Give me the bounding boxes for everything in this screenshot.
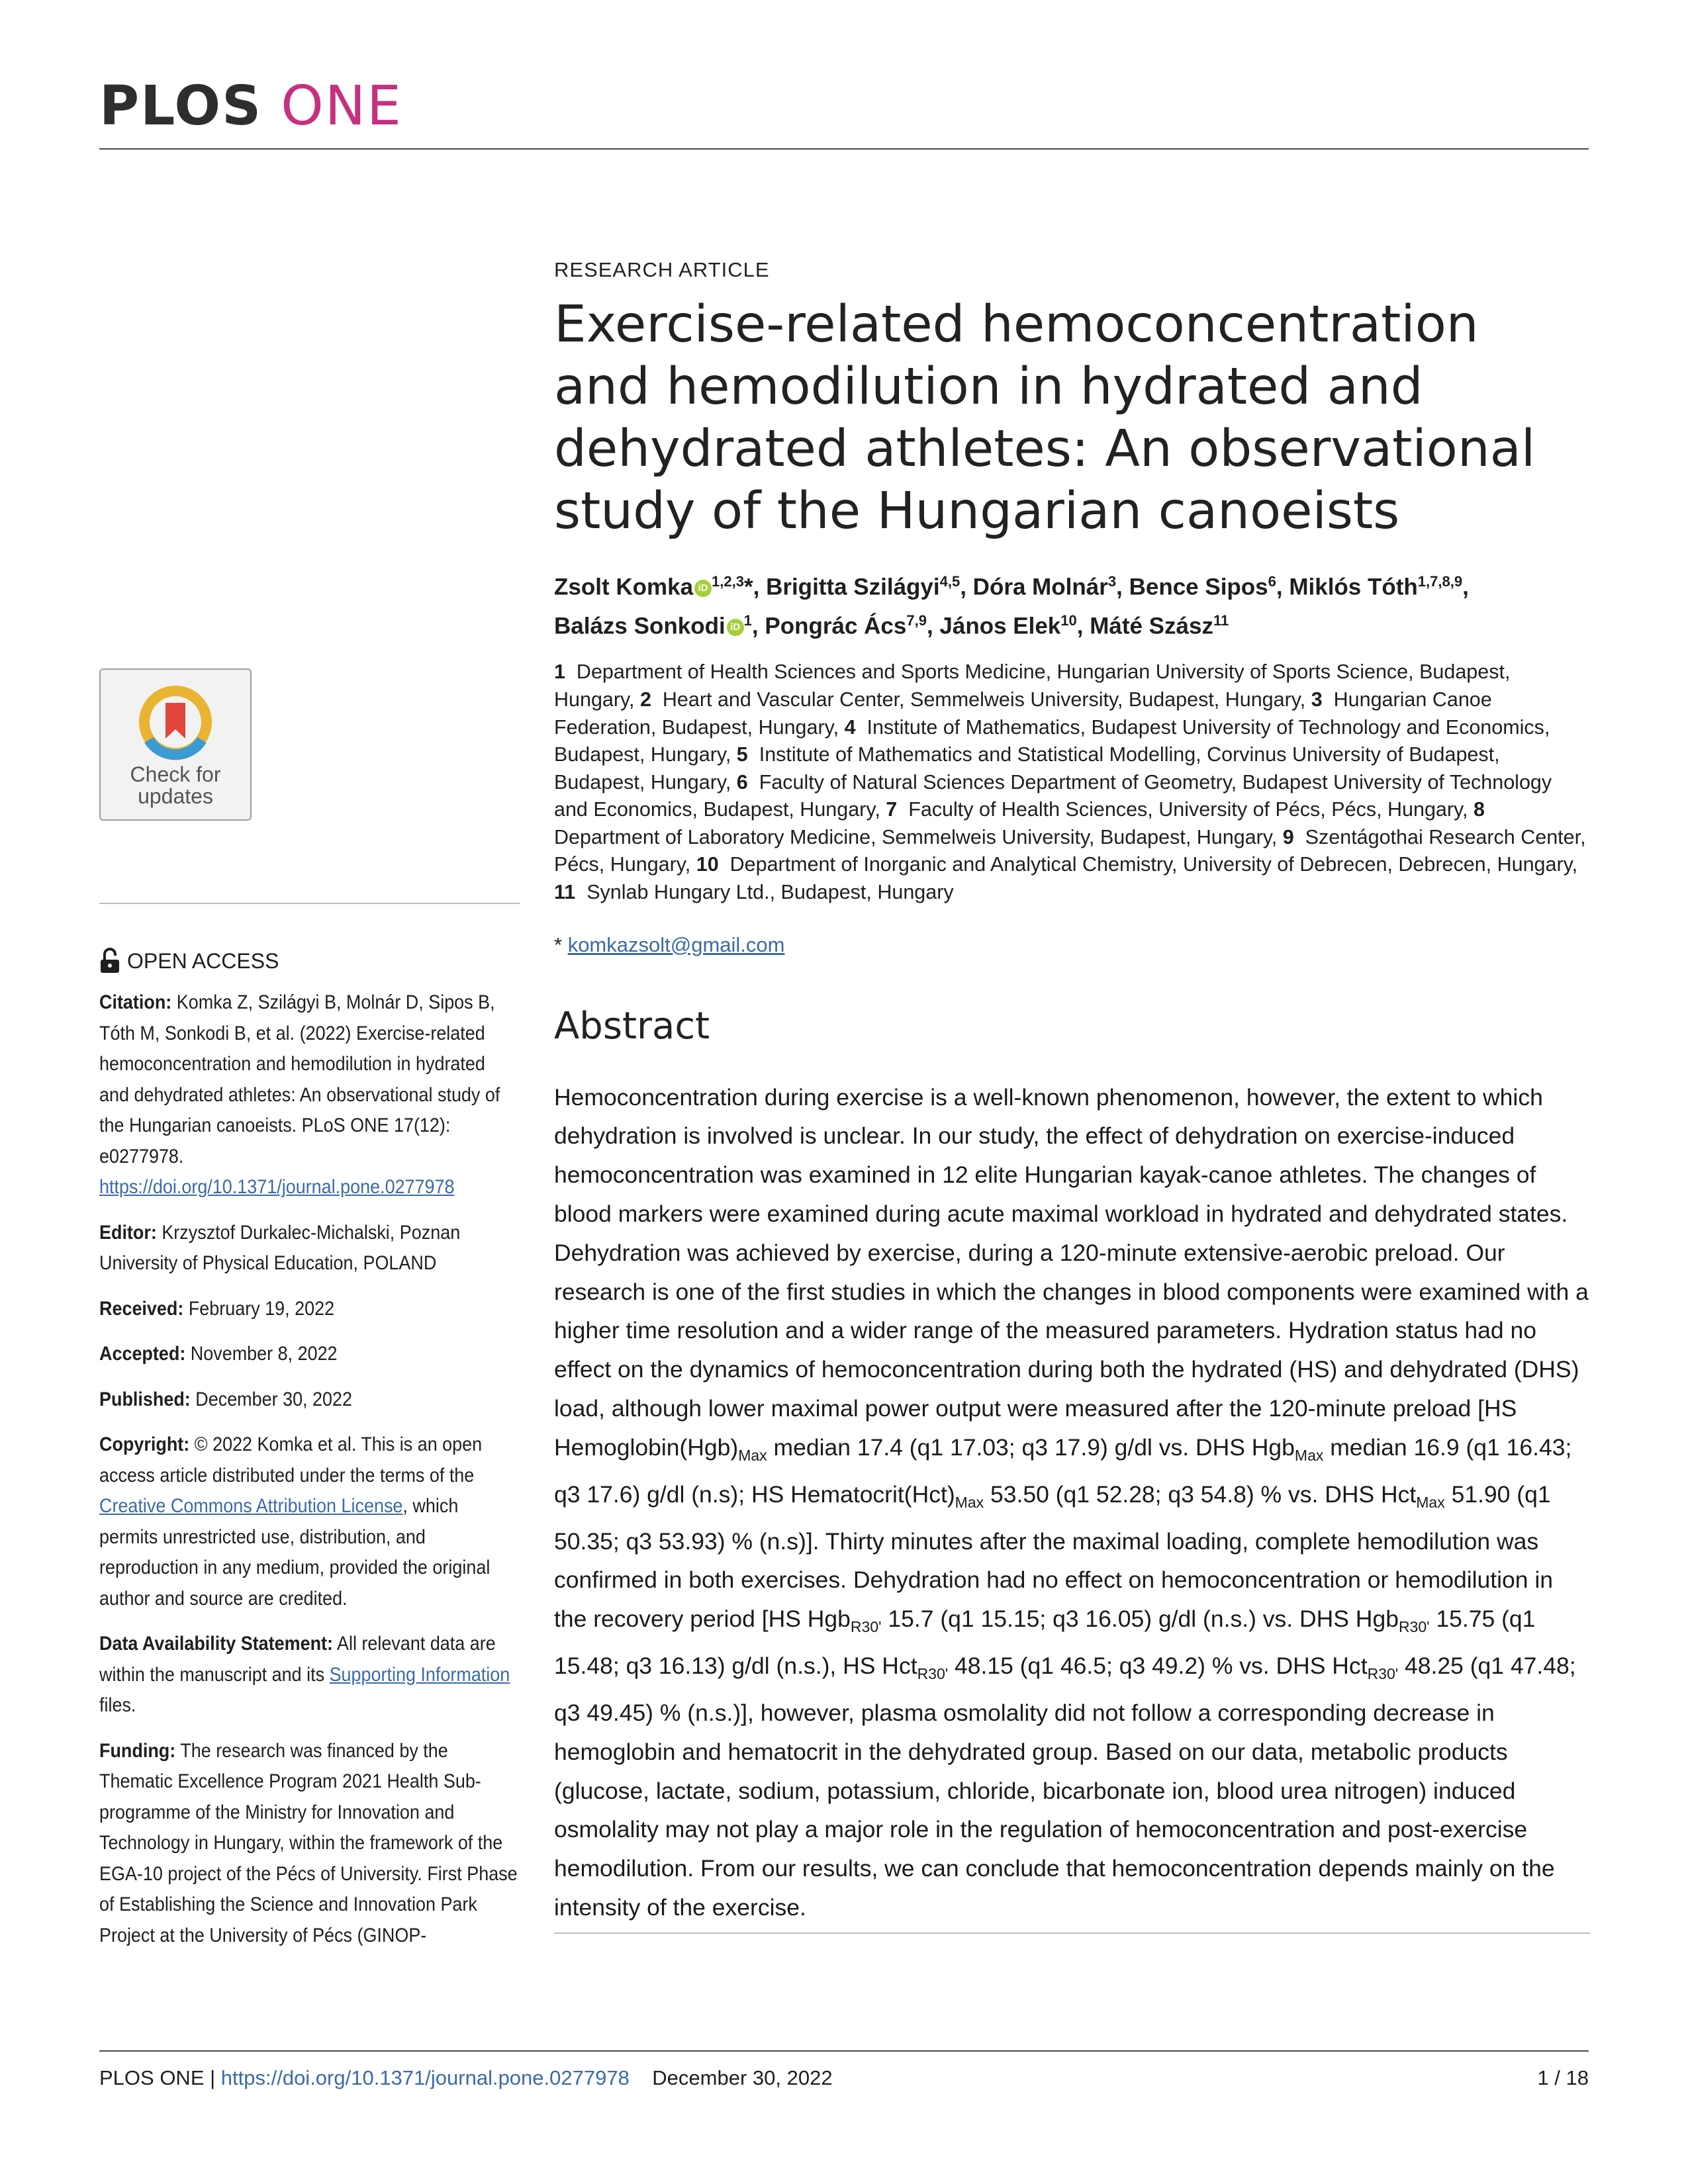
corresponding-author-mark: *: [743, 574, 753, 600]
author-name: Máté Szász: [1090, 613, 1213, 639]
abstract-subscript: R30': [1367, 1665, 1399, 1683]
author-name: Brigitta Szilágyi: [766, 574, 940, 600]
author-affiliation-ref: 7,9: [906, 612, 927, 629]
check-for-updates-line1: Check for: [130, 762, 221, 786]
affiliation-number: 5: [736, 743, 748, 766]
author-name: Miklós Tóth: [1289, 574, 1418, 600]
abstract-heading: Abstract: [554, 1004, 710, 1048]
affiliation-text: Institute of Mathematics, Budapest University of Technology and Economics, Budapest, Hungary,: [554, 715, 1550, 766]
journal-logo-one: ONE: [281, 75, 402, 138]
corresponding-email-link[interactable]: komkazsolt@gmail.com: [567, 933, 785, 956]
author-name: Pongrác Ács: [765, 613, 907, 639]
citation-text: Komka Z, Szilágyi B, Molnár D, Sipos B, Tóth M, Sonkodi B, et al. (2022) Exercise-related hemoconcentration and hemodilution in hydrated and dehydrated athletes: An observational study of the Hungarian canoeists. PLoS ONE 17(12): e0277978.: [99, 991, 500, 1167]
received-date: February 19, 2022: [183, 1297, 335, 1320]
abstract-text: Hemoconcentration during exercise is a well-known phenomenon, however, the extent to which dehydration is involved is unclear. In our study, the effect of dehydration on exercise-induced hemoconcentration was examined in 12 elite Hungarian kayak-canoe athletes. The changes of blood markers were examined during acute maximal workload in hydrated and dehydrated states. Dehydration was achieved by exercise, during a 120-minute extensive-aerobic preload. Our research is one of the first studies in which the changes in blood components were examined with a higher time resolution and a wider range of the measured parameters. Hydration status had no effect on the dynamics of hemoconcentration during both the hydrated (HS) and dehydrated (DHS) load, although lower maximal power output were measured after the 120-minute preload [HS $Hemoglobin(Hgb)_{Max}$ median 17.4 (q1 17.03; q3 17.9) g/dl vs. DHS Hgb$_{Max}$ median 16.9 (q1 16.43; q3 17.6) g/dl (n.s); HS $Hematocrit(Hct)_{Max}$ 53.50 (q1 52.28; q3 54.8) % vs. DHS Hct$_{Max}$ 51.90 (q1 50.35; q3 53.93) % (n.s)]. Thirty minutes after the maximal loading, complete hemodilution was confirmed in both exercises. Dehydration had no effect on hemoconcentration or hemodilution in the recovery period [HS Hgb$_{R30'}$ 15.7 (q1 15.15; q3 16.05) g/dl (n.s.) vs. DHS Hgb$_{R30'}$ 15.75 (q1 15.48; q3 16.13) g/dl (n.s.), HS Hct$_{R30'}$ 48.15 (q1 46.5; q3 49.2) % vs. DHS Hct$_{R30'}$ 48.25 (q1 47.48; q3 49.45) % (n.s.)], however, plasma osmolality did not follow a corresponding decrease in hemoglobin and hematocrit in the dehydrated group. Based on our data, metabolic products (glucose, lactate, sodium, potassium, chloride, bicarbonate ion, blood urea nitrogen) induced osmolality may not play a major role in the regulation of hemoconcentration and post-exercise hemodilution. From our results, we can conclude that hemoconcentration depends mainly on the intensity of the exercise.: [554, 1083, 1589, 1921]
article-info-sidebar: [99, 948, 520, 1966]
affiliation-text: Synlab Hungary Ltd., Budapest, Hungary: [586, 881, 954, 904]
accepted-label: Accepted:: [99, 1343, 186, 1365]
author-name: Bence Sipos: [1129, 574, 1268, 600]
abstract-subscript: Max: [738, 1446, 767, 1464]
page-number: 1 / 18: [1537, 2066, 1589, 2089]
author-affiliation-ref: 1: [743, 612, 752, 629]
affiliation-text: Department of Health Sciences and Sports Medicine, Hungarian University of Sports Science, Budapest, Hungary,: [554, 660, 1511, 711]
sidebar-divider: [99, 903, 520, 904]
check-for-updates-label: [101, 764, 250, 807]
author-affiliation-ref: 6: [1268, 573, 1276, 590]
author-name: Dóra Molnár: [972, 574, 1108, 600]
author-name: Zsolt Komka: [554, 574, 694, 600]
accepted-block: [99, 1339, 520, 1370]
published-label: Published:: [99, 1388, 191, 1410]
accepted-date: November 8, 2022: [185, 1343, 338, 1365]
citation-doi-link[interactable]: https://doi.org/10.1371/journal.pone.0277978: [99, 1176, 455, 1198]
funding-text: The research was financed by the Thematic Excellence Program 2021 Health Sub-programme of the Ministry for Innovation and Technology in Hungary, within the framework of the EGA-10 project of the Pécs of University. First Phase of Establishing the Science and Innovation Park Project at the University of Pécs (GINOP-: [99, 1739, 518, 1946]
copyright-block: [99, 1430, 520, 1614]
corresponding-author: [554, 933, 1590, 957]
author-list: Zsolt Komka iD $^{1,2,3}$*, Brigitta Szilágyi$^{4,5}$, Dóra Molnár$^3$, Bence Sipos$^6$, Miklós Tóth$^{1,7,8,9}$, Balázs Sonkodi iD $^1$, Pongrác Ács$^{7,9}$, János Elek$^{10}$, Máté Szász$^{11}$: [554, 573, 1469, 639]
affiliation-number: 8: [1473, 798, 1485, 821]
open-access-text: OPEN ACCESS: [127, 948, 279, 973]
author-affiliation-ref: 10: [1060, 612, 1077, 629]
license-link[interactable]: Creative Commons Attribution License: [99, 1495, 403, 1517]
abstract-subscript: Max: [955, 1493, 984, 1511]
footer-doi-link[interactable]: https://doi.org/10.1371/journal.pone.0277978: [220, 2066, 630, 2089]
affiliation-number: 10: [696, 853, 719, 876]
journal-logo-plos: PLOS: [99, 75, 263, 138]
citation-label: Citation:: [99, 991, 172, 1013]
abstract-subscript: R30': [1398, 1618, 1430, 1636]
affiliation-text: Department of Laboratory Medicine, Semmelweis University, Budapest, Hungary,: [554, 825, 1283, 848]
affiliation-list: [554, 659, 1590, 906]
author-affiliation-ref: 3: [1107, 573, 1117, 590]
author-name: János Elek: [939, 613, 1061, 639]
data-availability-text-start: All relevant data are within the manuscript and its: [99, 1633, 496, 1686]
orcid-icon[interactable]: iD: [694, 580, 712, 597]
supporting-information-link[interactable]: Supporting Information: [329, 1663, 510, 1686]
copyright-text-start: © 2022 Komka et al. This is an open access article distributed under the terms of the: [99, 1433, 483, 1486]
affiliation-text: Hungarian Canoe Federation, Budapest, Hungary,: [554, 688, 1492, 739]
footer-journal: PLOS ONE |: [99, 2066, 221, 2089]
abstract-subscript: R30': [917, 1665, 949, 1683]
footer-date: December 30, 2022: [652, 2066, 833, 2089]
author-affiliation-ref: 1,2,3: [712, 573, 744, 590]
footer-divider: [99, 2050, 1589, 2052]
affiliation-number: 3: [1311, 688, 1323, 711]
corresponding-mark: *: [554, 933, 568, 956]
author-name: Balázs Sonkodi: [554, 613, 726, 639]
editor-block: [99, 1218, 520, 1279]
open-access-label: [99, 948, 520, 974]
journal-logo: [99, 75, 402, 138]
affiliation-number: 1: [554, 660, 565, 684]
open-lock-icon: [99, 948, 120, 974]
data-availability-text-end: files.: [99, 1694, 136, 1716]
crossmark-icon: [136, 683, 214, 761]
data-availability-label: Data Availability Statement:: [99, 1633, 333, 1655]
affiliation-text: Szentágothai Research Center, Pécs, Hungary,: [554, 825, 1586, 876]
editor-text: Krzysztof Durkalec-Michalski, Poznan University of Physical Education, POLAND: [99, 1221, 461, 1274]
affiliation-number: 9: [1282, 825, 1294, 848]
header-divider: [99, 148, 1589, 150]
editor-label: Editor:: [99, 1221, 157, 1244]
abstract-subscript: Max: [1416, 1493, 1445, 1511]
author-affiliation-ref: 4,5: [939, 573, 961, 590]
affiliation-number: 7: [886, 798, 898, 821]
affiliation-text: Institute of Mathematics and Statistical Modelling, Corvinus University of Budapest, Budapest, Hungary,: [554, 743, 1500, 794]
funding-label: Funding:: [99, 1739, 176, 1762]
data-availability-block: [99, 1629, 520, 1721]
received-block: [99, 1294, 520, 1325]
citation-block: [99, 987, 520, 1203]
copyright-label: Copyright:: [99, 1433, 190, 1455]
article-type: RESEARCH ARTICLE: [554, 258, 770, 281]
abstract-subscript: R30': [850, 1618, 882, 1636]
affiliation-text: Faculty of Natural Sciences Department of Geometry, Budapest University of Technology and Economics, Budapest, Hungary,: [554, 770, 1552, 821]
affiliation-number: 11: [554, 881, 576, 904]
affiliation-text: Department of Inorganic and Analytical Chemistry, University of Debrecen, Debrecen, Hungary,: [729, 853, 1578, 876]
author-affiliation-ref: 1,7,8,9: [1417, 573, 1463, 590]
affiliation-number: 2: [639, 688, 651, 711]
affiliation-text: Faculty of Health Sciences, University of Pécs, Pécs, Hungary,: [908, 798, 1474, 821]
abstract-divider: [554, 1933, 1590, 1934]
author-affiliation-ref: 11: [1213, 612, 1229, 629]
copyright-text-end: , which permits unrestricted use, distribution, and reproduction in any medium, provided the original author and source are credited.: [99, 1495, 491, 1610]
check-for-updates-badge[interactable]: [99, 668, 252, 821]
abstract-subscript: Max: [1294, 1446, 1324, 1464]
affiliation-number: 4: [844, 715, 856, 739]
published-date: December 30, 2022: [190, 1388, 353, 1410]
affiliation-text: Heart and Vascular Center, Semmelweis University, Budapest, Hungary,: [662, 688, 1311, 711]
published-block: [99, 1385, 520, 1416]
affiliation-number: 6: [736, 770, 748, 794]
orcid-icon[interactable]: iD: [727, 619, 744, 636]
article-title: Exercise-related hemoconcentration and hemodilution in hydrated and dehydrated athletes: An observational study of the Hungarian canoeists: [554, 295, 1536, 541]
funding-block: [99, 1736, 520, 1952]
check-for-updates-line2: updates: [138, 784, 213, 808]
article-main-column: [554, 258, 1590, 1927]
footer-citation: [99, 2066, 833, 2090]
received-label: Received:: [99, 1297, 184, 1320]
